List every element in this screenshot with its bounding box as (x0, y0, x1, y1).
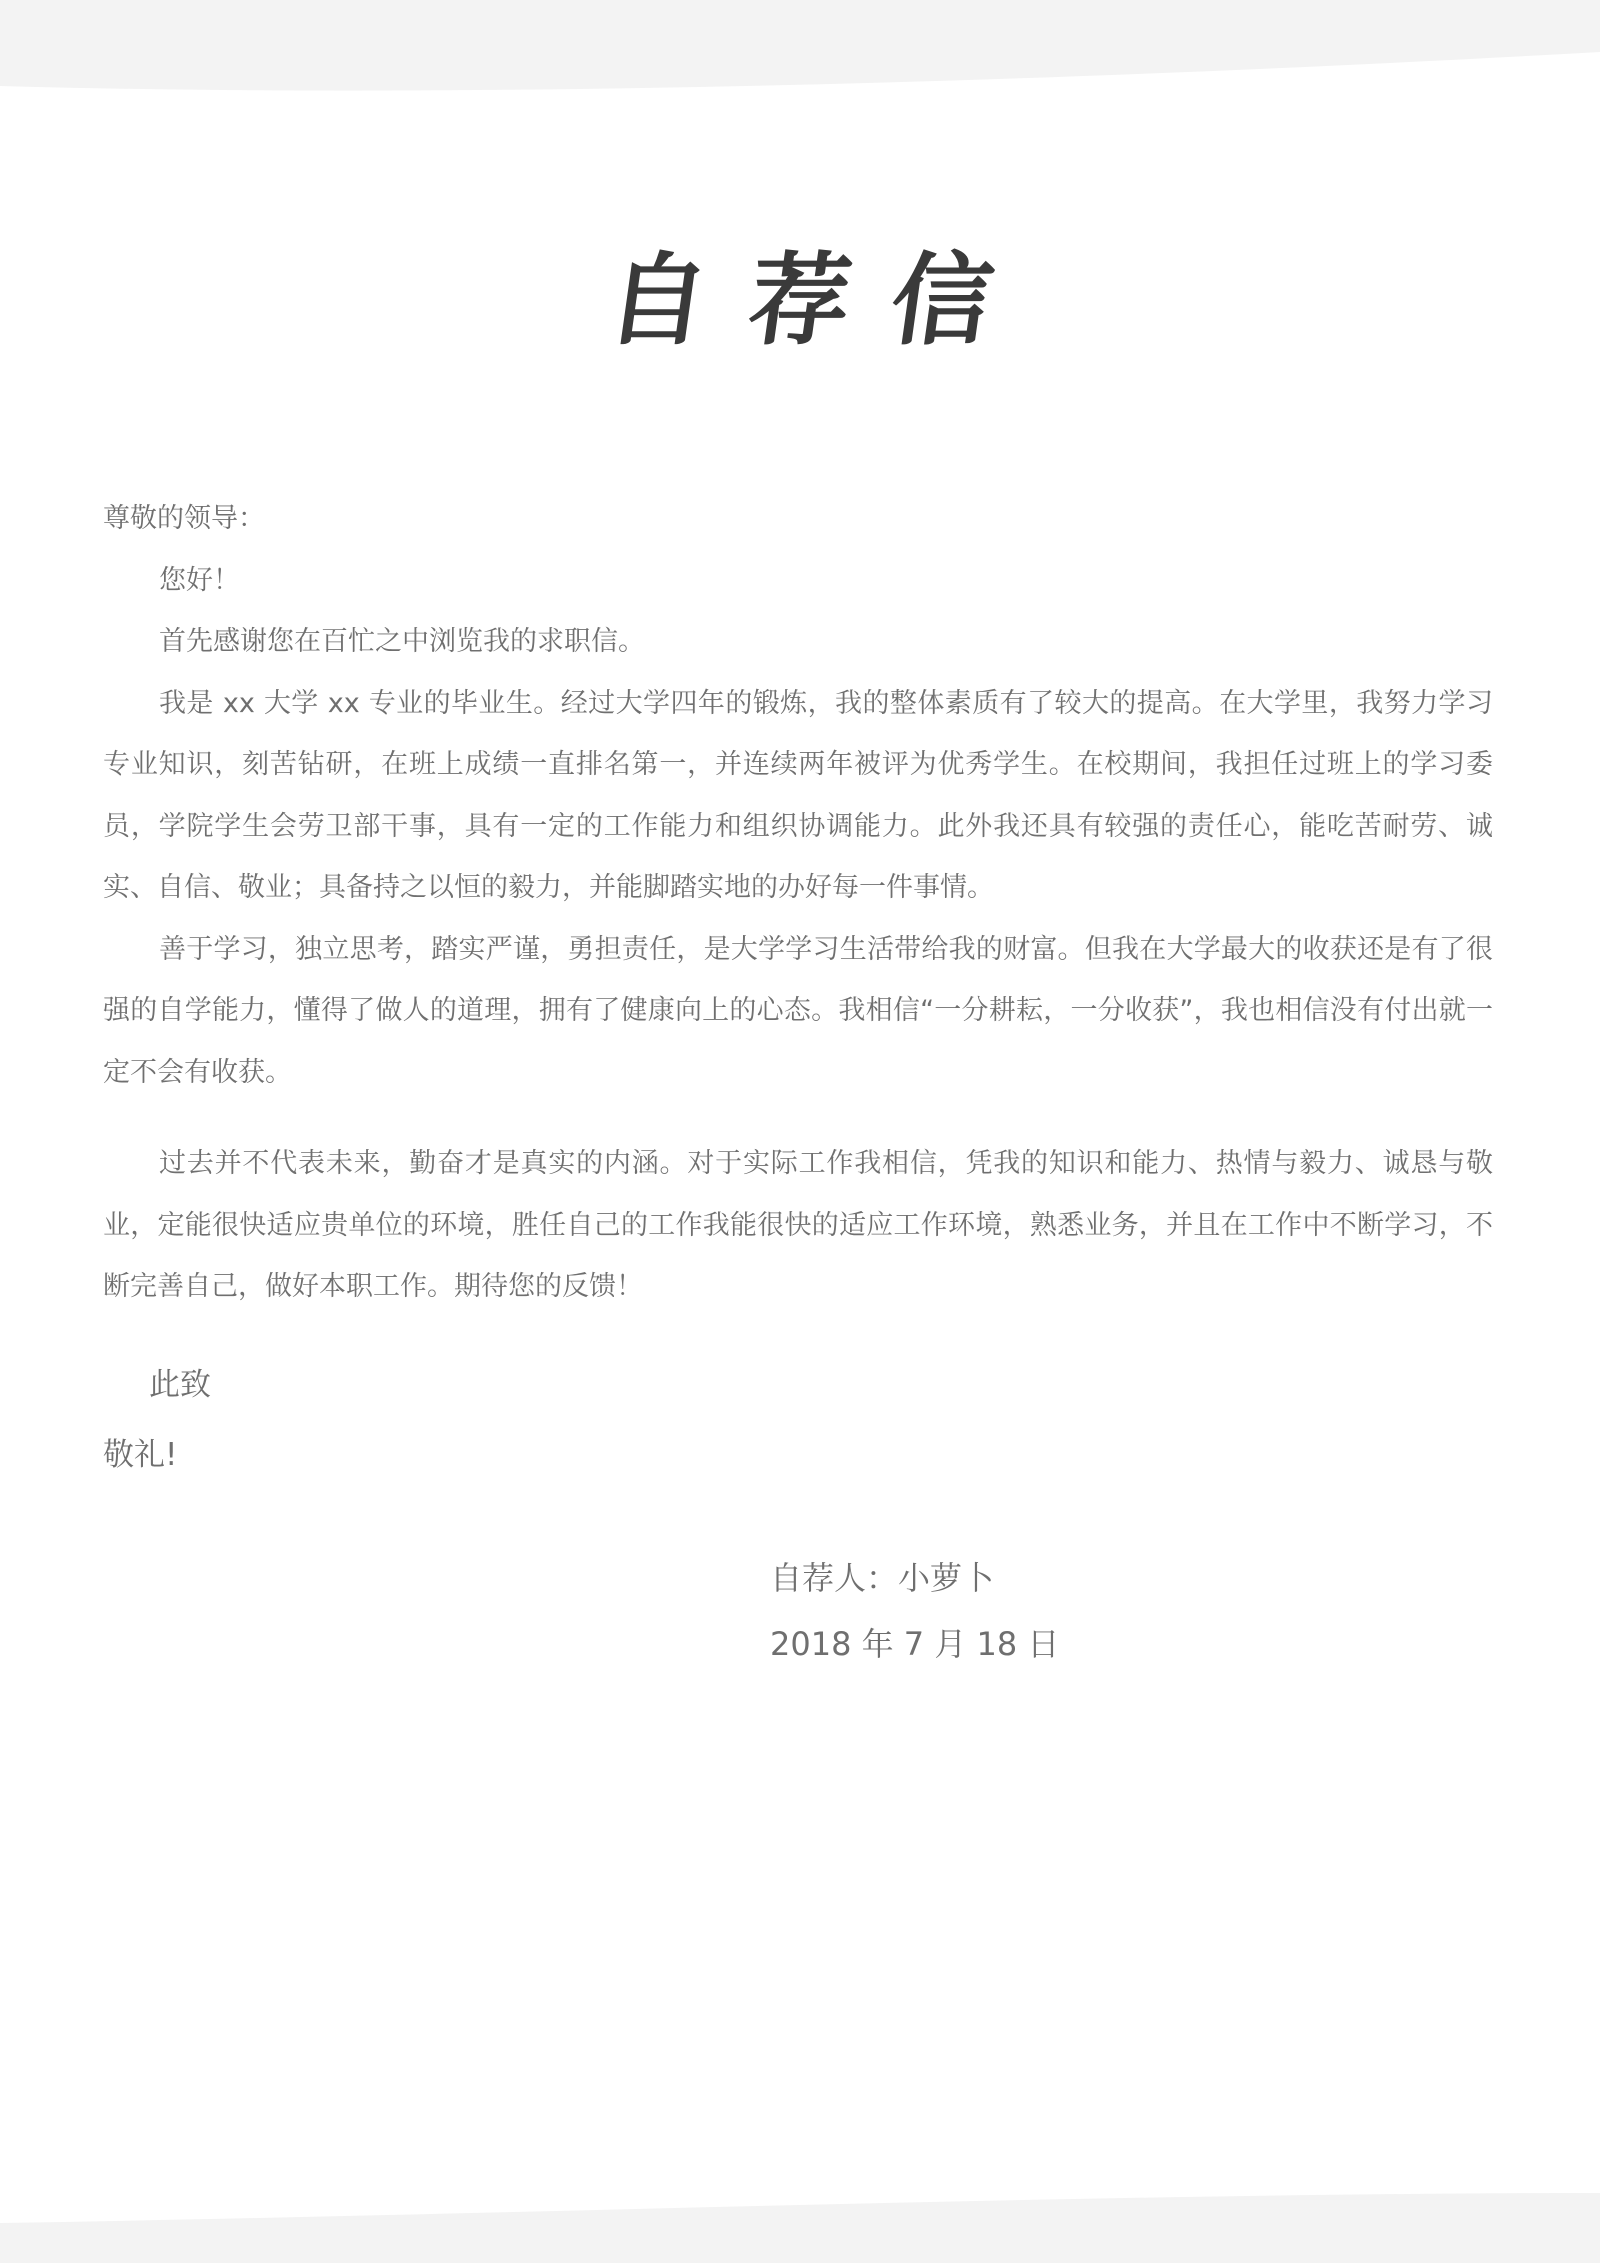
closing-line-1: 此致 (149, 1367, 211, 1403)
closing (103, 1350, 211, 1490)
salutation: 尊敬的领导： (103, 503, 265, 534)
thanks-paragraph: 首先感谢您在百忙之中浏览我的求职信。 (159, 626, 645, 657)
signature-name: 自荐人：小萝卜 (770, 1559, 995, 1597)
background-paragraph: 我是 xx 大学 xx 专业的毕业生。经过大学四年的锻炼，我的整体素质有了较大的提高。在大学里，我努力学习专业知识，刻苦钻研，在班上成绩一直排名第一，并连续两年被评为优秀学生。在校期间，我担任过班上的学习委员，学院学生会劳卫部干事，具有一定的工作能力和组织协调能力。此外我还具有较强的责任心，能吃苦耐劳、诚实、自信、敬业；具备持之以恒的毅力，并能脚踏实地的办好每一件事情。 (103, 687, 1493, 903)
strengths-paragraph: 善于学习，独立思考，踏实严谨，勇担责任，是大学学习生活带给我的财富。但我在大学最大的收获还是有了很强的自学能力，懂得了做人的道理，拥有了健康向上的心态。我相信“一分耕耘，一分收获”，我也相信没有付出就一定不会有收获。 (103, 933, 1493, 1088)
greeting-paragraph: 您好！ (159, 564, 240, 596)
letter-body (103, 488, 1493, 1318)
letter-title: 自荐信 (599, 241, 1043, 359)
bottom-wave-decoration (0, 2193, 1600, 2263)
closing-line-2: 敬礼! (103, 1437, 178, 1473)
signature-block (770, 1545, 1059, 1677)
outlook-paragraph: 过去并不代表未来，勤奋才是真实的内涵。对于实际工作我相信，凭我的知识和能力、热情与毅力、诚恳与敬业，定能很快适应贵单位的环境，胜任自己的工作我能很快的适应工作环境，熟悉业务，并且在工作中不断学习，不断完善自己，做好本职工作。期待您的反馈！ (103, 1148, 1493, 1302)
top-wave-decoration (0, 0, 1600, 100)
signature-date: 2018 年 7 月 18 日 (770, 1625, 1060, 1663)
